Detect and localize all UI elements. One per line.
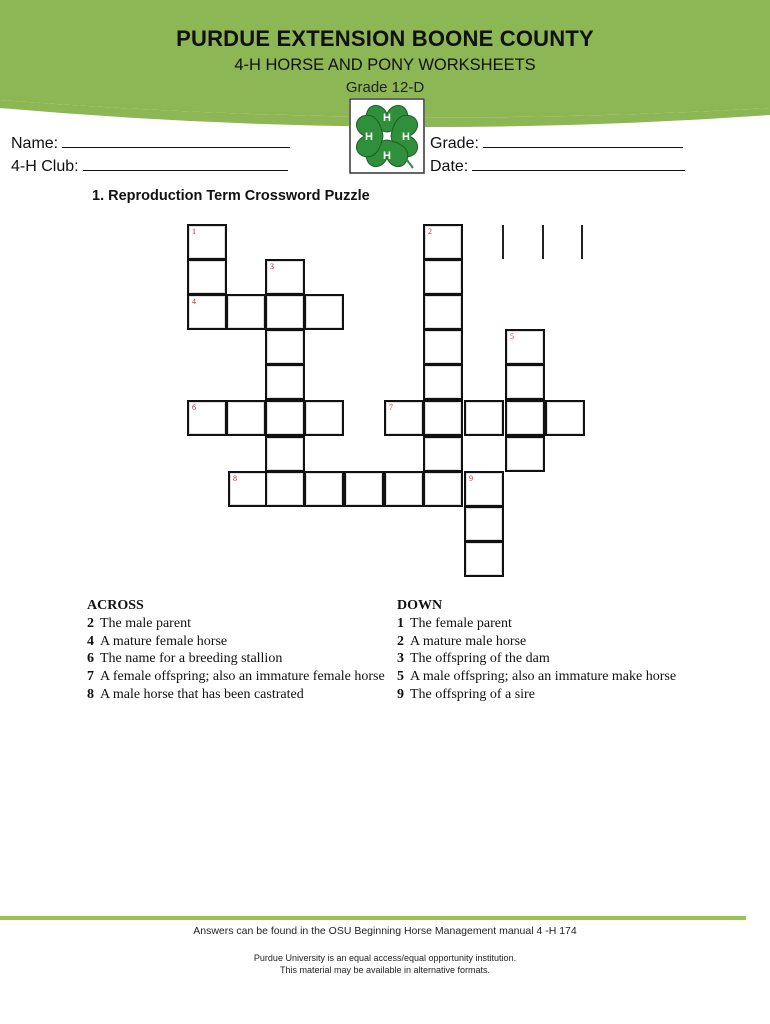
crossword-cell[interactable] (505, 400, 545, 436)
footer-disclaimer (0, 952, 770, 976)
crossword-cell[interactable] (226, 400, 266, 436)
clue-item: 9 The offspring of a sire (397, 686, 535, 702)
crossword-cell[interactable] (423, 436, 463, 472)
crossword-cell[interactable] (505, 329, 545, 365)
svg-text:H: H (383, 112, 391, 124)
crossword-cell[interactable] (187, 259, 227, 295)
crossword-cell[interactable] (187, 294, 227, 330)
crossword-cell[interactable] (344, 471, 384, 507)
clue-number: 8 (233, 474, 237, 483)
date-field[interactable] (430, 157, 685, 176)
crossword-cell[interactable] (423, 329, 463, 365)
crossword-cell[interactable] (545, 400, 585, 436)
crossword-cell[interactable] (423, 259, 463, 295)
equal-access-text: Purdue University is an equal access/equal opportunity institution. (253, 953, 517, 963)
crossword-cell[interactable] (464, 506, 504, 542)
across-heading: ACROSS (87, 598, 144, 613)
clue-item: 6 The name for a breeding stallion (87, 651, 283, 667)
crossword-cell[interactable] (505, 436, 545, 472)
clue-item: 1 The female parent (397, 615, 512, 631)
clue-number: 5 (510, 332, 514, 341)
crossword-cell[interactable] (464, 541, 504, 577)
crossword-cell[interactable] (304, 400, 344, 436)
clue-number: 3 (270, 262, 274, 271)
crossword-cell[interactable] (265, 471, 305, 507)
crossword-cell[interactable] (304, 294, 344, 330)
grade-label: Grade: (430, 135, 479, 152)
clue-item: 2 The male parent (87, 615, 191, 631)
club-input-line[interactable] (83, 157, 288, 171)
svg-text:H: H (402, 131, 410, 143)
across-clues (87, 597, 387, 704)
svg-text:H: H (383, 150, 391, 162)
crossword-cell[interactable] (423, 400, 463, 436)
grade-input-line[interactable] (483, 134, 683, 148)
crossword-cell[interactable] (505, 364, 545, 400)
clue-number: 9 (469, 474, 473, 483)
date-label: Date: (430, 158, 469, 175)
org-title: PURDUE EXTENSION BOONE COUNTY (176, 26, 594, 51)
club-label: 4-H Club: (11, 158, 79, 175)
crossword-cell[interactable] (423, 294, 463, 330)
club-field[interactable] (11, 157, 288, 176)
date-input-line[interactable] (472, 157, 685, 171)
answers-note: Answers can be found in the OSU Beginning Horse Management manual 4 -H 174 (193, 925, 577, 937)
grid-tick (502, 225, 504, 259)
crossword-cell[interactable] (265, 329, 305, 365)
puzzle-title: 1. Reproduction Term Crossword Puzzle (92, 188, 370, 204)
crossword-cell[interactable] (423, 364, 463, 400)
name-label: Name: (11, 135, 59, 152)
crossword-cell[interactable] (384, 471, 424, 507)
crossword-cell[interactable] (228, 471, 268, 507)
crossword-cell[interactable] (423, 224, 463, 260)
crossword-cell[interactable] (304, 471, 344, 507)
clue-item: 8 A male horse that has been castrated (87, 686, 304, 702)
crossword-cell[interactable] (464, 471, 504, 507)
crossword-cell[interactable] (464, 400, 504, 436)
clue-number: 4 (192, 297, 196, 306)
clue-item: 7 A female offspring; also an immature female horse (87, 669, 385, 685)
clue-number: 1 (192, 227, 196, 236)
clue-item: 3 The offspring of the dam (397, 651, 550, 667)
grid-tick (542, 225, 544, 259)
crossword-cell[interactable] (265, 436, 305, 472)
svg-text:H: H (365, 131, 373, 143)
grade-field[interactable] (430, 134, 683, 153)
clue-number: 7 (389, 403, 393, 412)
name-input-line[interactable] (62, 134, 290, 148)
clue-item: 4 A mature female horse (87, 633, 228, 649)
crossword-cell[interactable] (226, 294, 266, 330)
crossword-cell[interactable] (265, 259, 305, 295)
clue-number: 2 (428, 227, 432, 236)
down-clues (397, 597, 687, 704)
worksheet-subtitle: 4-H HORSE AND PONY WORKSHEETS (234, 56, 536, 74)
clue-item: 2 A mature male horse (397, 633, 527, 649)
crossword-cell[interactable] (423, 471, 463, 507)
down-heading: DOWN (397, 598, 443, 613)
clue-item: 5 A male offspring; also an immature make horse (397, 669, 677, 685)
name-field[interactable] (11, 134, 290, 153)
grid-tick (581, 225, 583, 259)
footer-divider (0, 916, 746, 920)
crossword-cell[interactable] (187, 224, 227, 260)
four-h-clover-logo (349, 98, 425, 174)
crossword-cell[interactable] (265, 364, 305, 400)
crossword-cell[interactable] (384, 400, 424, 436)
crossword-cell[interactable] (265, 400, 305, 436)
clue-number: 6 (192, 403, 196, 412)
crossword-cell[interactable] (187, 400, 227, 436)
grade-level: Grade 12-D (345, 79, 425, 96)
alternative-formats-text: This material may be available in alternative formats. (279, 965, 491, 975)
crossword-cell[interactable] (265, 294, 305, 330)
